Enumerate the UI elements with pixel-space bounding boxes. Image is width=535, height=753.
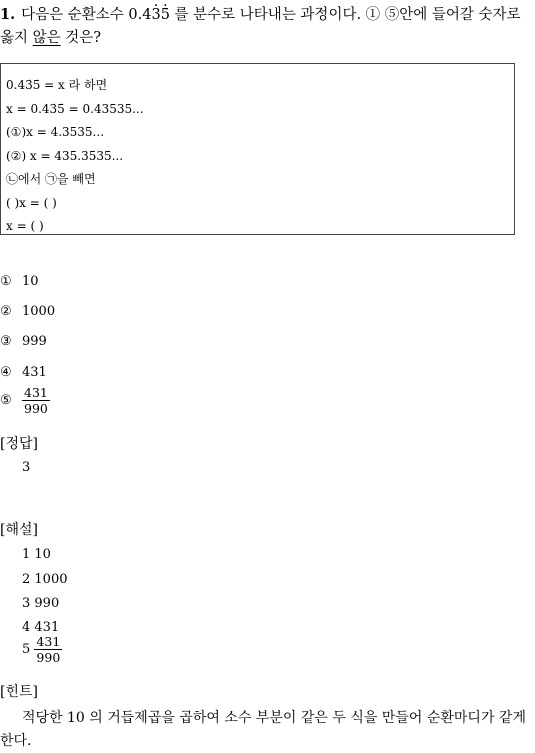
answer-value: 3 bbox=[22, 460, 31, 475]
question-number: 1. bbox=[0, 6, 16, 23]
choice-2[interactable] bbox=[0, 304, 55, 320]
explanation-heading: [해설] bbox=[0, 522, 38, 538]
explanation-line-4: 4 431 bbox=[22, 620, 60, 635]
choice-mark: ② bbox=[0, 304, 12, 319]
fraction-numerator: 431 bbox=[24, 385, 48, 400]
underlined-word: 않은 bbox=[32, 30, 61, 46]
explanation-line-2: 2 1000 bbox=[22, 572, 68, 587]
choice-5[interactable] bbox=[0, 385, 50, 416]
explanation-line-5 bbox=[22, 634, 62, 665]
process-line-2: x = 0.43̇5̇ = 0.43535... bbox=[6, 101, 144, 116]
process-line-4: (②) x = 435.3535... bbox=[6, 148, 124, 163]
answer-heading: [정답] bbox=[0, 436, 38, 452]
process-line-6: ( )x = ( ) bbox=[6, 195, 57, 210]
process-line-5: ㉡에서 ㉠을 빼면 bbox=[6, 172, 96, 186]
question-text-b: 를 분수로 나타내는 과정이다. ① ⑤안에 들어갈 숫자로 옳지 bbox=[0, 7, 521, 46]
choice-mark: ④ bbox=[0, 365, 12, 380]
fraction-denominator: 990 bbox=[24, 401, 48, 416]
question-text-c: 것은? bbox=[60, 30, 102, 46]
process-line-1: 0.43̇5̇ = x 라 하면 bbox=[6, 78, 108, 92]
process-line-3: (①)x = 4.3535... bbox=[6, 125, 105, 139]
explanation-fraction bbox=[34, 634, 62, 665]
explanation-line-1: 1 10 bbox=[22, 547, 51, 562]
fraction-denominator: 990 bbox=[36, 650, 61, 665]
choice-value: 999 bbox=[22, 334, 47, 349]
hint-text: 적당한 10 의 거듭제곱을 곱하여 소수 부분이 같은 두 식을 만들어 순환마디가 같게 한다. bbox=[0, 710, 526, 749]
choice-value: 1000 bbox=[22, 304, 56, 319]
explanation-line-3: 3 990 bbox=[22, 596, 60, 611]
recurring-digit-2: · 5 bbox=[161, 4, 170, 27]
question-text bbox=[0, 3, 535, 50]
choice-1[interactable] bbox=[0, 274, 39, 290]
hint-heading: [힌트] bbox=[0, 684, 38, 700]
choice-fraction bbox=[22, 385, 50, 416]
choice-3[interactable] bbox=[0, 334, 47, 350]
choice-value: 431 bbox=[22, 365, 47, 380]
question-text-a: 다음은 순환소수 0.4 bbox=[21, 7, 152, 23]
choice-mark: ① bbox=[0, 274, 12, 289]
recurring-digit-1: · 3 bbox=[151, 4, 160, 27]
choice-4[interactable] bbox=[0, 365, 47, 381]
choice-value: 10 bbox=[22, 274, 39, 289]
fraction-numerator: 431 bbox=[36, 634, 61, 649]
explanation-prefix: 5 bbox=[22, 642, 31, 657]
choice-mark: ⑤ bbox=[0, 393, 12, 408]
process-line-7: x = ( ) bbox=[6, 219, 44, 233]
process-box bbox=[0, 63, 515, 235]
choice-mark: ③ bbox=[0, 334, 12, 349]
